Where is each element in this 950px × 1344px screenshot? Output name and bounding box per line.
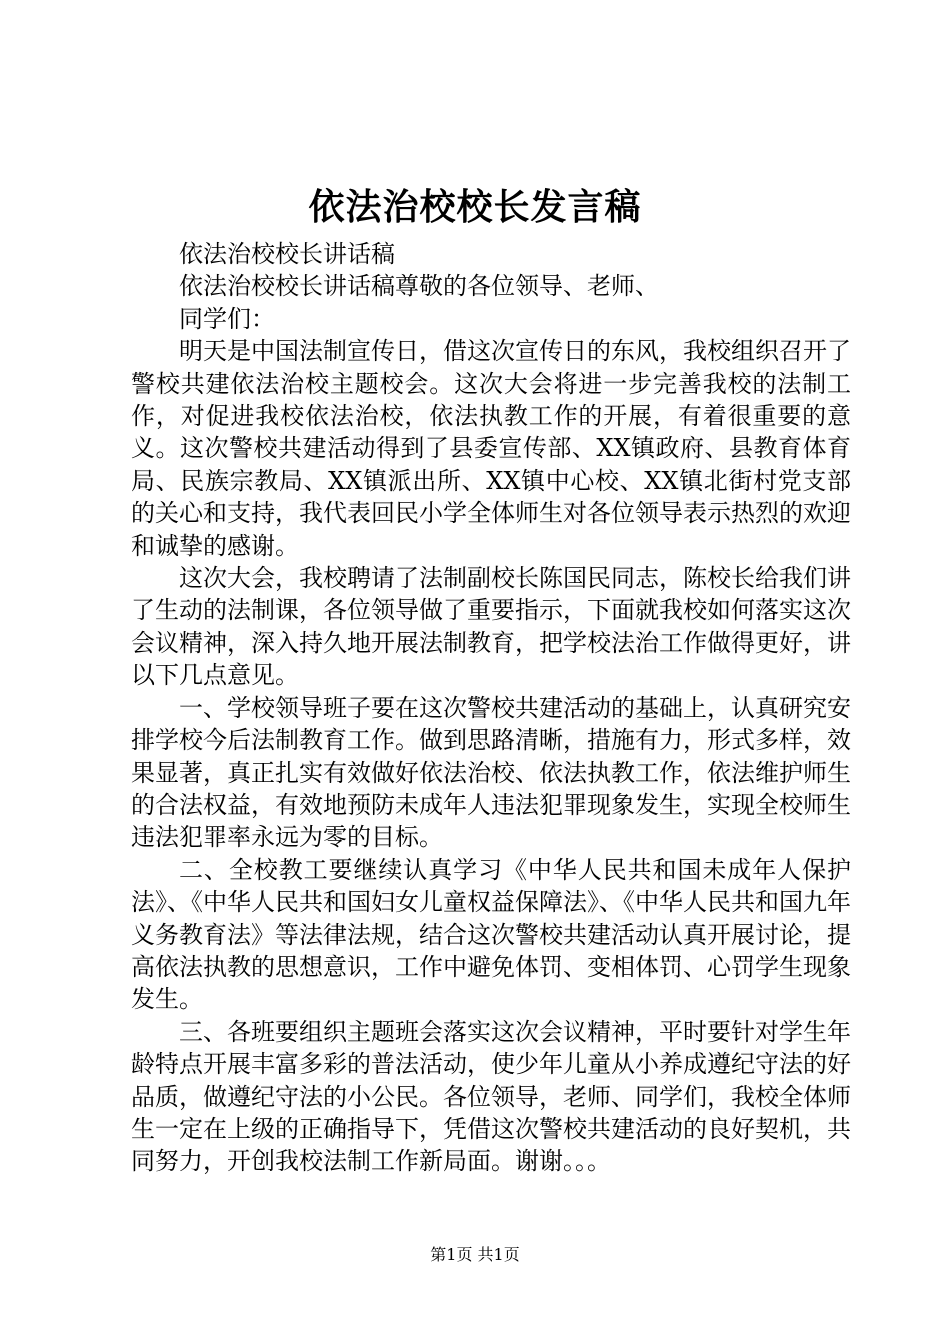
paragraph-meeting: 这次大会，我校聘请了法制副校长陈国民同志，陈校长给我们讲了生动的法制课，各位领导做了重要指示，下面就我校如何落实这次会议精神，深入持久地开展法制教育，把学校法治工作做得更好，讲以下几点意见。 bbox=[131, 564, 851, 690]
page-footer: 第1页 共1页 bbox=[430, 1245, 520, 1264]
paragraph-greeting: 依法治校校长讲话稿尊敬的各位领导、老师、 bbox=[179, 272, 659, 301]
document-body bbox=[131, 238, 851, 1178]
document-title: 依法治校校长发言稿 bbox=[308, 186, 642, 228]
paragraph-subtitle: 依法治校校长讲话稿 bbox=[179, 240, 395, 268]
paragraph-intro: 明天是中国法制宣传日，借这次宣传日的东风，我校组织召开了警校共建依法治校主题校会。这次大会将进一步完善我校的法制工作，对促进我校依法治校，依法执教工作的开展，有着很重要的意义。这次警校共建活动得到了县委宣传部、XX镇政府、县教育体育局、民族宗教局、XX镇派出所、XX镇中心校、XX镇北街村党支部的关心和支持，我代表回民小学全体师生对各位领导表示热烈的欢迎和诚挚的感谢。 bbox=[131, 337, 851, 560]
paragraph-point-three: 三、各班要组织主题班会落实这次会议精神，平时要针对学生年龄特点开展丰富多彩的普法活动，使少年儿童从小养成遵纪守法的好品质，做遵纪守法的小公民。各位领导，老师、同学们，我校全体师生一定在上级的正确指导下，凭借这次警校共建活动的良好契机，共同努力，开创我校法制工作新局面。谢谢。。。 bbox=[131, 1017, 851, 1176]
paragraph-salutation: 同学们： bbox=[179, 304, 275, 333]
paragraph-point-one: 一、学校领导班子要在这次警校共建活动的基础上，认真研究安排学校今后法制教育工作。做到思路清晰，措施有力，形式多样，效果显著，真正扎实有效做好依法治校、依法执教工作，依法维护师生的合法权益，有效地预防未成年人违法犯罪现象发生，实现全校师生违法犯罪率永远为零的目标。 bbox=[131, 693, 851, 852]
paragraph-point-two: 二、全校教工要继续认真学习《中华人民共和国未成年人保护法》、《中华人民共和国妇女儿童权益保障法》、《中华人民共和国九年义务教育法》等法律法规，结合这次警校共建活动认真开展讨论，提高依法执教的思想意识，工作中避免体罚、变相体罚、心罚学生现象发生。 bbox=[131, 855, 851, 1014]
